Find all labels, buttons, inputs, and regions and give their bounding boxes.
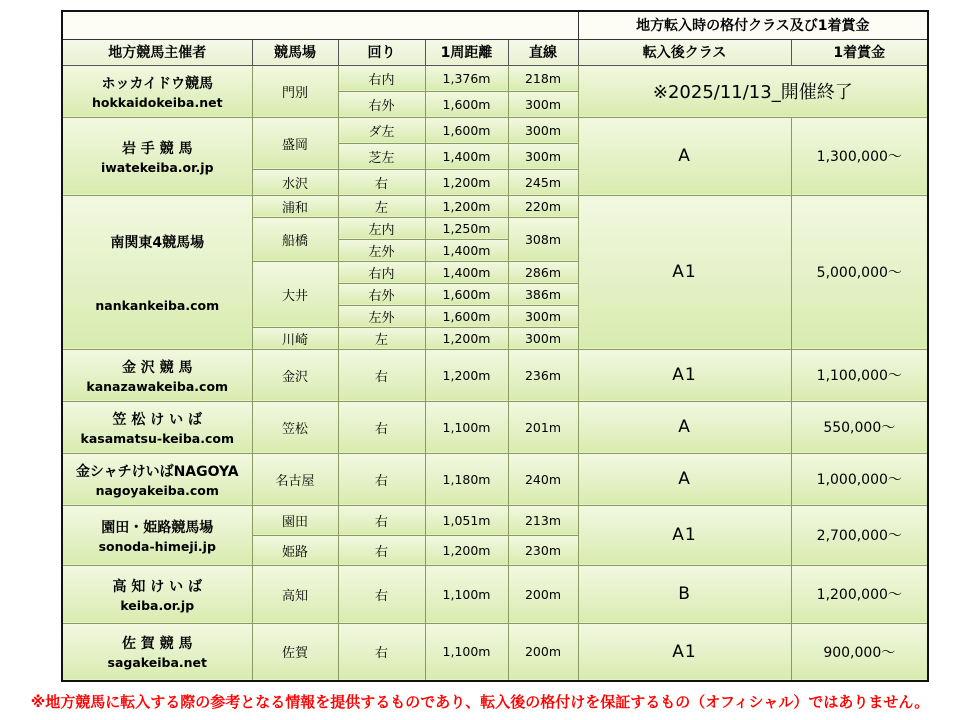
turn-cell: 右外 [338, 91, 425, 117]
turn-cell: 左外 [338, 305, 425, 327]
straight-cell: 286m [508, 261, 578, 283]
lap-distance-cell: 1,200m [425, 327, 508, 349]
straight-cell: 308m [508, 217, 578, 261]
turn-cell: 右 [338, 169, 425, 195]
turn-cell: ダ左 [338, 117, 425, 143]
lap-distance-cell: 1,250m [425, 217, 508, 239]
turn-cell: 右 [338, 505, 425, 535]
racecourse-cell: 大井 [252, 261, 338, 327]
lap-distance-cell: 1,400m [425, 143, 508, 169]
prize-cell: 550,000～ [791, 401, 928, 453]
turn-cell: 右外 [338, 283, 425, 305]
organizer-cell [62, 117, 252, 195]
organizer-cell [62, 65, 252, 117]
racecourse-cell: 姫路 [252, 535, 338, 565]
col-header-racecourse: 競馬場 [252, 39, 338, 65]
lap-distance-cell: 1,600m [425, 91, 508, 117]
organizer-name: 岩 手 競 馬 [121, 140, 193, 157]
class-cell: A1 [578, 349, 791, 401]
lap-distance-cell: 1,400m [425, 239, 508, 261]
class-cell: A [578, 117, 791, 195]
col-header-turn: 回り [338, 39, 425, 65]
organizer-url: sonoda-himeji.jp [98, 538, 216, 554]
col-header-class: 転入後クラス [578, 39, 791, 65]
prize-cell: 900,000～ [791, 623, 928, 681]
turn-cell: 右内 [338, 261, 425, 283]
organizer-name: 高 知 け い ば [112, 578, 202, 595]
straight-cell: 230m [508, 535, 578, 565]
organizer-url: kanazawakeiba.com [86, 378, 229, 394]
table-row [62, 117, 928, 143]
racecourse-cell: 船橋 [252, 217, 338, 261]
class-cell: A1 [578, 195, 791, 349]
straight-cell: 300m [508, 327, 578, 349]
prize-cell: 1,000,000～ [791, 453, 928, 505]
straight-cell: 200m [508, 565, 578, 623]
organizer-cell [62, 401, 252, 453]
racecourse-cell: 園田 [252, 505, 338, 535]
racecourse-cell: 金沢 [252, 349, 338, 401]
racecourse-cell: 高知 [252, 565, 338, 623]
table-row [62, 565, 928, 623]
lap-distance-cell: 1,200m [425, 535, 508, 565]
top-header-row [62, 11, 928, 39]
organizer-name: 笠 松 け い ば [112, 411, 202, 428]
table-row [62, 453, 928, 505]
organizer-url: iwatekeiba.or.jp [100, 159, 214, 175]
straight-cell: 220m [508, 195, 578, 217]
turn-cell: 左 [338, 327, 425, 349]
lap-distance-cell: 1,600m [425, 117, 508, 143]
table-row [62, 349, 928, 401]
racecourse-cell: 川崎 [252, 327, 338, 349]
straight-cell: 218m [508, 65, 578, 91]
note-cell: ※2025/11/13_開催終了 [578, 65, 928, 117]
straight-cell: 200m [508, 623, 578, 681]
race-class-table-wrap [61, 10, 929, 682]
straight-cell: 300m [508, 117, 578, 143]
prize-cell: 1,300,000～ [791, 117, 928, 195]
lap-distance-cell: 1,376m [425, 65, 508, 91]
lap-distance-cell: 1,100m [425, 623, 508, 681]
prize-cell: 5,000,000～ [791, 195, 928, 349]
lap-distance-cell: 1,200m [425, 195, 508, 217]
straight-cell: 201m [508, 401, 578, 453]
straight-cell: 300m [508, 305, 578, 327]
straight-cell: 236m [508, 349, 578, 401]
lap-distance-cell: 1,180m [425, 453, 508, 505]
class-cell: B [578, 565, 791, 623]
organizer-cell [62, 195, 252, 349]
racecourse-cell: 浦和 [252, 195, 338, 217]
organizer-cell [62, 623, 252, 681]
turn-cell: 左外 [338, 239, 425, 261]
straight-cell: 240m [508, 453, 578, 505]
racecourse-cell: 門別 [252, 65, 338, 117]
organizer-name: 南関東4競馬場 [110, 234, 205, 251]
organizer-url: sagakeiba.net [107, 655, 207, 671]
organizer-name: 園田・姫路競馬場 [101, 519, 214, 536]
col-header-straight: 直線 [508, 39, 578, 65]
turn-cell: 左 [338, 195, 425, 217]
racecourse-cell: 佐賀 [252, 623, 338, 681]
class-cell: A1 [578, 505, 791, 565]
racecourse-cell: 水沢 [252, 169, 338, 195]
turn-cell: 右 [338, 565, 425, 623]
table-row [62, 195, 928, 217]
turn-cell: 右 [338, 349, 425, 401]
prize-cell: 1,100,000～ [791, 349, 928, 401]
organizer-cell [62, 349, 252, 401]
straight-cell: 386m [508, 283, 578, 305]
organizer-name: 佐 賀 競 馬 [121, 636, 193, 653]
lap-distance-cell: 1,400m [425, 261, 508, 283]
organizer-cell [62, 565, 252, 623]
prize-cell: 2,700,000～ [791, 505, 928, 565]
table-row [62, 623, 928, 681]
table-top-header: 地方転入時の格付クラス及び1着賞金 [578, 11, 928, 39]
class-cell: A1 [578, 623, 791, 681]
col-header-lap-distance: 1周距離 [425, 39, 508, 65]
lap-distance-cell: 1,200m [425, 169, 508, 195]
table-row [62, 65, 928, 91]
turn-cell: 右 [338, 535, 425, 565]
straight-cell: 300m [508, 91, 578, 117]
table-row [62, 401, 928, 453]
straight-cell: 245m [508, 169, 578, 195]
footer-note: ※地方競馬に転入する際の参考となる情報を提供するものであり、転入後の格付けを保証するもの（オフィシャル）ではありません。 [30, 693, 930, 711]
prize-cell: 1,200,000～ [791, 565, 928, 623]
turn-cell: 左内 [338, 217, 425, 239]
col-header-prize: 1着賞金 [791, 39, 928, 65]
turn-cell: 芝左 [338, 143, 425, 169]
organizer-cell [62, 453, 252, 505]
lap-distance-cell: 1,600m [425, 305, 508, 327]
turn-cell: 右内 [338, 65, 425, 91]
straight-cell: 213m [508, 505, 578, 535]
race-class-table [61, 10, 929, 682]
lap-distance-cell: 1,600m [425, 283, 508, 305]
blank-cell [62, 11, 578, 39]
col-header-organizer: 地方競馬主催者 [62, 39, 252, 65]
column-header-row [62, 39, 928, 65]
turn-cell: 右 [338, 623, 425, 681]
straight-cell: 300m [508, 143, 578, 169]
racecourse-cell: 盛岡 [252, 117, 338, 169]
organizer-name: ホッカイドウ競馬 [101, 75, 214, 92]
organizer-url: keiba.or.jp [120, 597, 195, 613]
racecourse-cell: 名古屋 [252, 453, 338, 505]
lap-distance-cell: 1,100m [425, 401, 508, 453]
organizer-url: nankankeiba.com [95, 297, 220, 313]
organizer-url: nagoyakeiba.com [95, 482, 219, 498]
lap-distance-cell: 1,100m [425, 565, 508, 623]
organizer-url: kasamatsu-keiba.com [80, 430, 234, 446]
organizer-cell [62, 505, 252, 565]
racecourse-cell: 笠松 [252, 401, 338, 453]
turn-cell: 右 [338, 401, 425, 453]
table-row [62, 505, 928, 535]
organizer-name: 金シャチけいばNAGOYA [75, 463, 239, 480]
turn-cell: 右 [338, 453, 425, 505]
lap-distance-cell: 1,051m [425, 505, 508, 535]
class-cell: A [578, 453, 791, 505]
class-cell: A [578, 401, 791, 453]
lap-distance-cell: 1,200m [425, 349, 508, 401]
organizer-url: hokkaidokeiba.net [91, 94, 223, 110]
organizer-name: 金 沢 競 馬 [121, 359, 193, 376]
